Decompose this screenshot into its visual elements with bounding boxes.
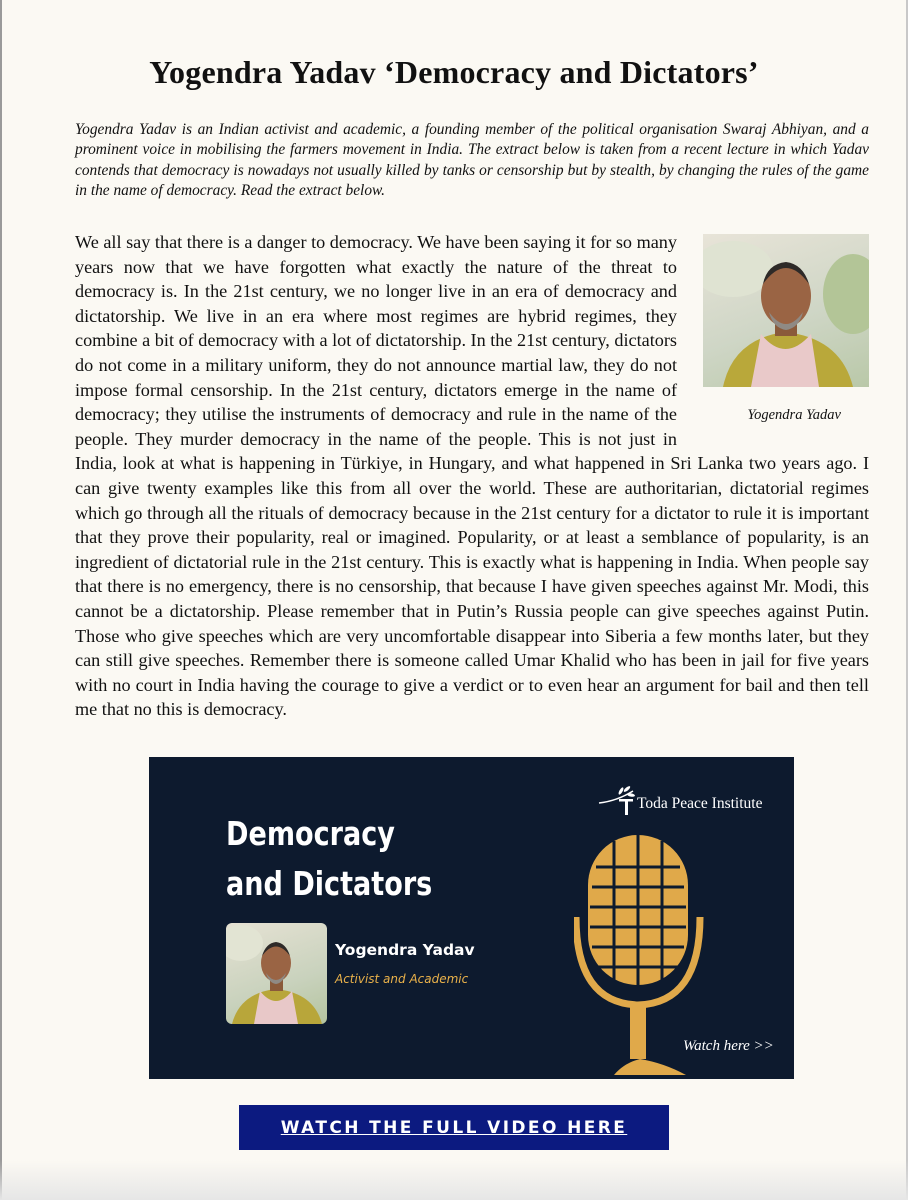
- extract-text: We all say that there is a danger to democracy. We have been saying it for so many years now that we have forgotten what exactly the nature of the threat to democracy is. In the 21st century, we no longer live in an era of democracy and dictatorship. We live in an era where most regimes are hybrid regimes, they combine a bit of democracy with a lot of dictatorship. In the 21st century, dictators do not come in a military uniform, they do not announce martial law, they do not impose formal censorship. In the 21st century, dictators emerge in the name of democracy; they utilise the instruments of democracy and rule in the name of the people. They murder democracy in the name of the people. This is not just in India, look at what is happening in Türkiye, in Hungary, and what happened in Sri Lanka two years ago. I can give twenty examples like this from all over the world. These are authoritarian, dictatorial regimes which go through all the rituals of democracy because in the 21st century for a dictator to rule it is important that they prove their popularity, real or imagined. Popularity, or at least a semblance of popularity, is an ingredient of dictatorial rule in the 21st century. This is exactly what is happening in India. When people say that there is no emergency, there is no censorship, that because I have given speeches against Mr. Modi, this cannot be a dictatorship. Please remember that in Putin’s Russia people can give speeches against Putin. Those who give speeches which are very uncomfortable disappear into Siberia a few months later, but they can still give speeches. Remember there is someone called Umar Khalid who has been in jail for five years with no court in India having the courage to give a verdict or to even hear an argument for bail and then tell me that no this is democracy.: [75, 232, 869, 720]
- banner-speaker-photo: [226, 923, 327, 1024]
- intro-paragraph: Yogendra Yadav is an Indian activist and academic, a founding member of the political organisation Swaraj Abhiyan, and a prominent voice in mobilising the farmers movement in India. The extract below is taken from a recent lecture in which Yadav contends that democracy is nowadays not usually killed by tanks or censorship but by stealth, by changing the rules of the game in the name of democracy. Read the extract below.: [75, 121, 869, 200]
- watch-here-link[interactable]: Watch here >>: [683, 1038, 774, 1054]
- olive-branch-icon: [597, 777, 637, 817]
- page-title: Yogendra Yadav ‘Democracy and Dictators’: [149, 54, 759, 90]
- portrait-caption: Yogendra Yadav: [747, 407, 841, 423]
- portrait-figure: [691, 233, 869, 423]
- brand-logo: [597, 777, 792, 817]
- extract-body: [75, 230, 869, 722]
- page-bottom-shadow: [0, 1160, 908, 1200]
- banner-speaker-name: Yogendra Yadav: [335, 941, 475, 959]
- brand-name: Toda Peace Institute: [637, 795, 763, 812]
- banner-speaker-role: Activist and Academic: [335, 972, 469, 986]
- video-banner[interactable]: [149, 757, 794, 1079]
- watch-video-button[interactable]: WATCH THE FULL VIDEO HERE: [239, 1105, 669, 1150]
- portrait-photo: [703, 234, 869, 387]
- banner-title: Democracy and Dictators: [226, 814, 433, 903]
